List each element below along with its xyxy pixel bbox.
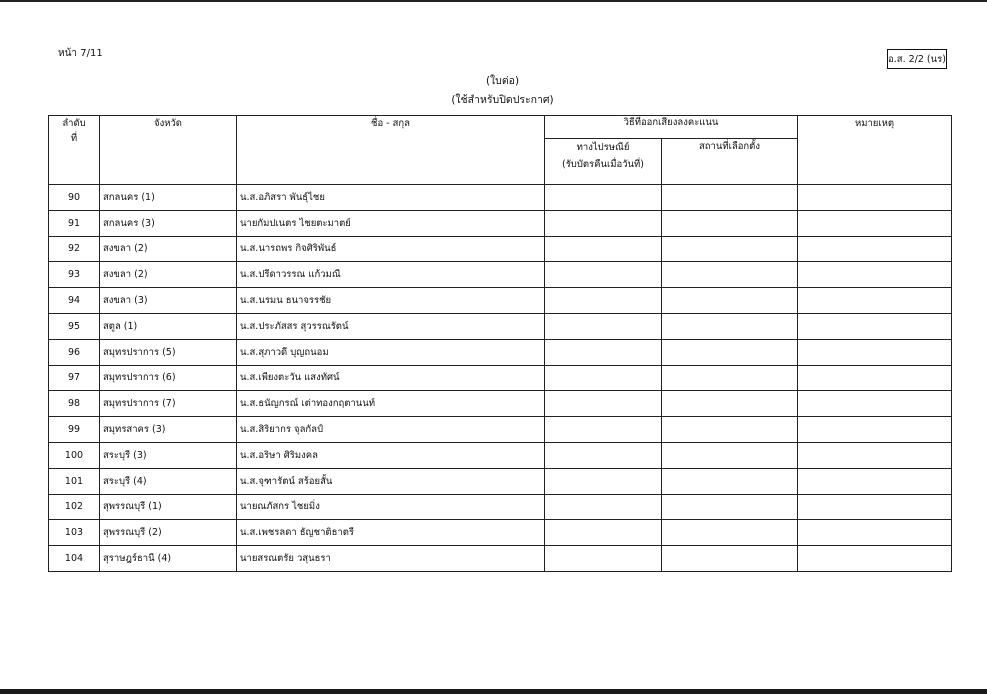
- row-province: สกลนคร (3): [100, 210, 237, 236]
- table-row: [49, 365, 952, 391]
- row-number: 103: [49, 520, 100, 546]
- row-at-station: [662, 442, 798, 468]
- row-at-station: [662, 391, 798, 417]
- row-name: น.ส.สุภาวดี บุญถนอม: [237, 339, 545, 365]
- table-row: [49, 468, 952, 494]
- row-at-station: [662, 468, 798, 494]
- row-at-station: [662, 236, 798, 262]
- row-number: 102: [49, 494, 100, 520]
- table-row: [49, 339, 952, 365]
- row-at-station: [662, 185, 798, 211]
- row-name: น.ส.นารถพร กิจศิริพันธ์: [237, 236, 545, 262]
- row-number: 98: [49, 391, 100, 417]
- row-by-post: [545, 520, 662, 546]
- row-province: สุพรรณบุรี (1): [100, 494, 237, 520]
- row-number: 96: [49, 339, 100, 365]
- row-remarks: [798, 210, 952, 236]
- row-number: 99: [49, 417, 100, 443]
- header-name: ชื่อ - สกุล: [237, 116, 545, 185]
- row-province: สงขลา (3): [100, 288, 237, 314]
- row-name: น.ส.นรมน ธนาจรรชัย: [237, 288, 545, 314]
- row-name: น.ส.จุฑารัตน์ สร้อยสั้น: [237, 468, 545, 494]
- row-by-post: [545, 313, 662, 339]
- row-number: 93: [49, 262, 100, 288]
- row-province: สงขลา (2): [100, 236, 237, 262]
- row-province: สมุทรปราการ (7): [100, 391, 237, 417]
- row-province: สมุทรสาคร (3): [100, 417, 237, 443]
- row-province: สตูล (1): [100, 313, 237, 339]
- row-name: นายณภัสกร ไชยมิ่ง: [237, 494, 545, 520]
- table-row: [49, 520, 952, 546]
- table-row: [49, 262, 952, 288]
- row-number: 94: [49, 288, 100, 314]
- row-remarks: [798, 288, 952, 314]
- row-number: 97: [49, 365, 100, 391]
- row-name: น.ส.อภิสรา พันธุ์ไชย: [237, 185, 545, 211]
- table-row: [49, 185, 952, 211]
- row-remarks: [798, 520, 952, 546]
- row-by-post: [545, 288, 662, 314]
- row-at-station: [662, 262, 798, 288]
- row-at-station: [662, 313, 798, 339]
- row-at-station: [662, 339, 798, 365]
- row-remarks: [798, 236, 952, 262]
- row-number: 90: [49, 185, 100, 211]
- row-name: น.ส.ธนัญกรณ์ เต่าทองกฤตานนท์: [237, 391, 545, 417]
- row-at-station: [662, 417, 798, 443]
- page-number: หน้า 7/11: [58, 48, 103, 59]
- header-province: จังหวัด: [100, 116, 237, 185]
- row-by-post: [545, 339, 662, 365]
- table-row: [49, 236, 952, 262]
- continuation-heading: (ใบต่อ): [485, 75, 520, 87]
- row-name: นายกัมปเนตร ไชยตะมาตย์: [237, 210, 545, 236]
- row-number: 91: [49, 210, 100, 236]
- table-row: [49, 313, 952, 339]
- row-remarks: [798, 339, 952, 365]
- row-by-post: [545, 417, 662, 443]
- row-name: น.ส.อริษา ศิริมงคล: [237, 442, 545, 468]
- table-row: [49, 417, 952, 443]
- row-by-post: [545, 262, 662, 288]
- posting-heading: (ใช้สำหรับปิดประกาศ): [451, 94, 554, 106]
- row-name: นายสรณตรัย วสุนธรา: [237, 546, 545, 572]
- row-name: น.ส.เพชรลดา ธัญชาติธาตรี: [237, 520, 545, 546]
- table-row: [49, 210, 952, 236]
- table-row: [49, 442, 952, 468]
- row-remarks: [798, 313, 952, 339]
- row-number: 95: [49, 313, 100, 339]
- row-number: 100: [49, 442, 100, 468]
- row-by-post: [545, 468, 662, 494]
- row-by-post: [545, 210, 662, 236]
- row-remarks: [798, 494, 952, 520]
- row-remarks: [798, 262, 952, 288]
- table-row: [49, 494, 952, 520]
- row-at-station: [662, 494, 798, 520]
- row-province: สงขลา (2): [100, 262, 237, 288]
- row-by-post: [545, 185, 662, 211]
- header-remarks: หมายเหตุ: [798, 116, 952, 185]
- row-remarks: [798, 417, 952, 443]
- row-at-station: [662, 520, 798, 546]
- row-name: น.ส.ปรีดาวรรณ แก้วมณี: [237, 262, 545, 288]
- row-by-post: [545, 236, 662, 262]
- row-at-station: [662, 546, 798, 572]
- table-row: [49, 391, 952, 417]
- row-province: สระบุรี (3): [100, 442, 237, 468]
- row-remarks: [798, 468, 952, 494]
- row-by-post: [545, 365, 662, 391]
- row-name: น.ส.เพียงตะวัน แสงทัศน์: [237, 365, 545, 391]
- header-at-station: สถานที่เลือกตั้ง: [662, 139, 798, 185]
- row-number: 92: [49, 236, 100, 262]
- row-by-post: [545, 442, 662, 468]
- row-number: 101: [49, 468, 100, 494]
- row-remarks: [798, 391, 952, 417]
- row-province: สุพรรณบุรี (2): [100, 520, 237, 546]
- header-voting-method: วิธีที่ออกเสียงลงคะแนน: [545, 116, 798, 139]
- table-row: [49, 288, 952, 314]
- row-by-post: [545, 391, 662, 417]
- row-province: สกลนคร (1): [100, 185, 237, 211]
- header-order-label: ลำดับ ที่: [62, 118, 86, 144]
- row-remarks: [798, 442, 952, 468]
- row-name: น.ส.สิริยากร จุลกัลป์: [237, 417, 545, 443]
- header-by-post-label: ทางไปรษณีย์ (รับบัตรคืนเมื่อวันที่): [561, 142, 644, 170]
- row-name: น.ส.ประภัสสร สุวรรณรัตน์: [237, 313, 545, 339]
- header-order: [49, 116, 100, 185]
- row-at-station: [662, 288, 798, 314]
- row-remarks: [798, 185, 952, 211]
- header-by-post: [545, 139, 662, 185]
- voter-register-table: [48, 115, 952, 572]
- top-border-line: [0, 0, 987, 2]
- table-row: [49, 546, 952, 572]
- form-code-box: อ.ส. 2/2 (นร): [887, 49, 947, 69]
- row-at-station: [662, 365, 798, 391]
- row-remarks: [798, 365, 952, 391]
- row-remarks: [798, 546, 952, 572]
- row-province: สมุทรปราการ (5): [100, 339, 237, 365]
- row-province: สระบุรี (4): [100, 468, 237, 494]
- row-number: 104: [49, 546, 100, 572]
- row-by-post: [545, 546, 662, 572]
- row-province: สมุทรปราการ (6): [100, 365, 237, 391]
- bottom-border-line: [0, 689, 987, 694]
- row-at-station: [662, 210, 798, 236]
- row-province: สุราษฎร์ธานี (4): [100, 546, 237, 572]
- row-by-post: [545, 494, 662, 520]
